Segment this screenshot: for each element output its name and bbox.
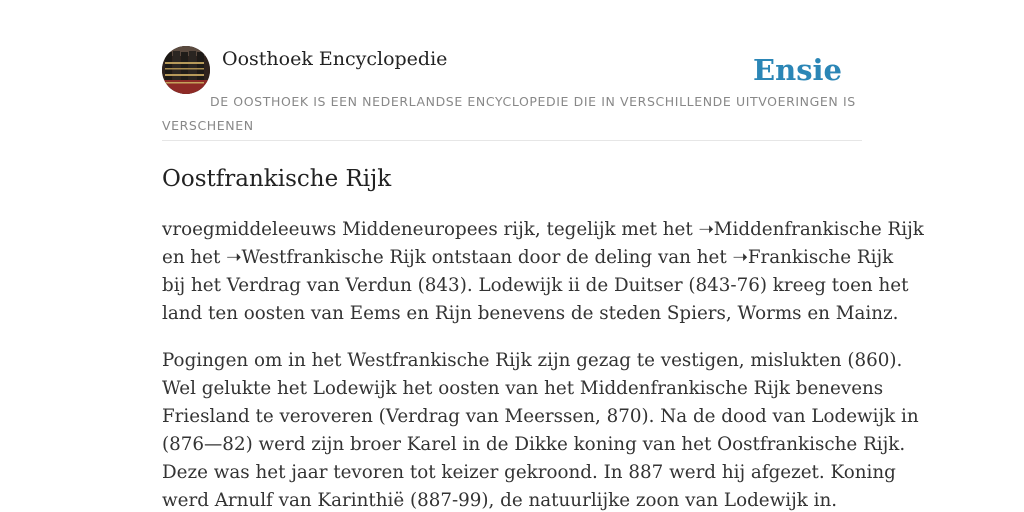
paragraph-line: Friesland te veroveren (Verdrag van Meerssen, 870). Na de dood van Lodewijk in — [162, 406, 919, 427]
paragraph-line: land ten oosten van Eems en Rijn benevens de steden Spiers, Worms en Mainz. — [162, 303, 899, 324]
article-title: Oostfrankische Rijk — [162, 166, 392, 192]
paragraph-2 — [162, 347, 919, 512]
article — [162, 160, 924, 512]
site-avatar[interactable] — [162, 46, 210, 94]
paragraph-line: en het ➝Westfrankische Rijk ontstaan door de deling van het ➝Frankische Rijk — [162, 247, 894, 268]
paragraph-line: Wel gelukte het Lodewijk het oosten van het Middenfrankische Rijk benevens — [162, 378, 884, 399]
paragraph-line: bij het Verdrag van Verdun (843). Lodewijk ii de Duitser (843-76) kreeg toen het — [162, 275, 909, 296]
paragraph-line: werd Arnulf van Karinthië (887-99), de natuurlijke zoon van Lodewijk in. — [162, 490, 838, 511]
paragraph-line: (876—82) werd zijn broer Karel in de Dikke koning van het Oostfrankische Rijk. — [162, 434, 906, 455]
site-header — [162, 46, 862, 141]
paragraph-line: vroegmiddeleeuws Middeneuropees rijk, tegelijk met het ➝Middenfrankische Rijk — [162, 219, 924, 240]
paragraph-1 — [162, 216, 924, 328]
book-spines-icon — [162, 46, 210, 94]
site-name[interactable]: Oosthoek Encyclopedie — [222, 48, 448, 70]
paragraph-line: Deze was het jaar tevoren tot keizer gekroond. In 887 werd hij afgezet. Koning — [162, 462, 896, 483]
brand-logo[interactable]: Ensie — [753, 53, 842, 87]
site-tagline: DE OOSTHOEK IS EEN NEDERLANDSE ENCYCLOPEDIE DIE IN VERSCHILLENDE UITVOERINGEN IS VERSCHENEN — [162, 94, 856, 133]
paragraph-line: Pogingen om in het Westfrankische Rijk zijn gezag te vestigen, mislukten (860). — [162, 350, 903, 371]
